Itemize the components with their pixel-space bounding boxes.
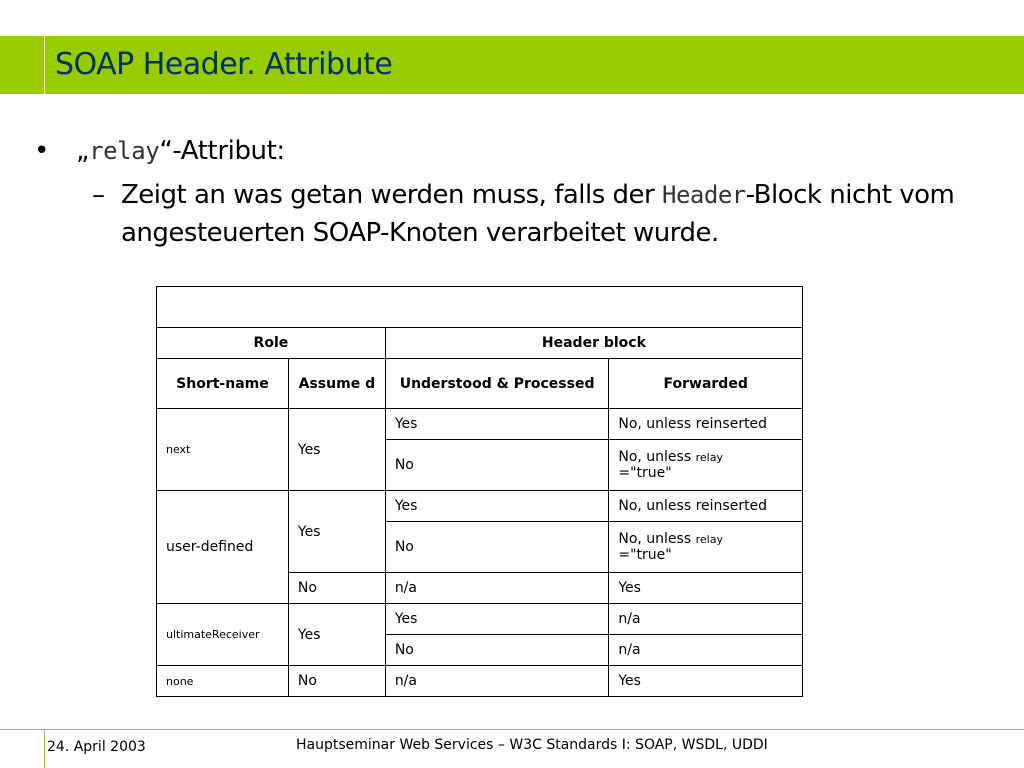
cell-understood: Yes bbox=[385, 604, 609, 635]
header-code: Header bbox=[662, 181, 746, 209]
table-row bbox=[157, 666, 803, 697]
table-caption-cell bbox=[157, 287, 803, 328]
table-row bbox=[157, 491, 803, 522]
col-short-name: Short-name bbox=[157, 359, 289, 409]
slide-title: SOAP Header. Attribute bbox=[55, 47, 393, 82]
sub-bullet-text-after: -Block nicht vom angesteuerten SOAP-Knoten verarbeitet wurde. bbox=[121, 180, 955, 248]
assumed-ultimate-receiver: Yes bbox=[288, 604, 385, 666]
assumed-user-defined-yes: Yes bbox=[288, 491, 385, 573]
role-name-next: next bbox=[157, 409, 289, 491]
col-forwarded: Forwarded bbox=[609, 359, 803, 409]
cell-understood: Yes bbox=[385, 409, 609, 440]
cell-understood: n/a bbox=[385, 666, 609, 697]
roles-table bbox=[156, 286, 803, 697]
table-row bbox=[157, 604, 803, 635]
relay-code: relay bbox=[89, 137, 160, 165]
cell-understood: n/a bbox=[385, 573, 609, 604]
title-bar-divider bbox=[44, 36, 45, 94]
assumed-none: No bbox=[288, 666, 385, 697]
footer-vertical-divider bbox=[44, 729, 45, 768]
assumed-next: Yes bbox=[288, 409, 385, 491]
bullet-dot: • bbox=[34, 136, 49, 166]
cell-understood: Yes bbox=[385, 491, 609, 522]
cell-forwarded bbox=[609, 522, 803, 573]
bullet-relay-rest: “-Attribut: bbox=[159, 136, 285, 166]
assumed-user-defined-no: No bbox=[288, 573, 385, 604]
header-block: Header block bbox=[385, 328, 802, 359]
role-name-user-defined: user-defined bbox=[157, 491, 289, 604]
cell-understood: No bbox=[385, 635, 609, 666]
table-group-header-row bbox=[157, 328, 803, 359]
forwarded-pre: No, unless bbox=[618, 531, 696, 547]
forwarded-code: relay bbox=[695, 451, 723, 464]
col-assumed: Assume d bbox=[288, 359, 385, 409]
cell-forwarded: Yes bbox=[609, 573, 803, 604]
col-understood: Understood & Processed bbox=[385, 359, 609, 409]
sub-bullet-text-before: Zeigt an was getan werden muss, falls der bbox=[121, 180, 663, 210]
forwarded-pre: No, unless bbox=[618, 449, 696, 465]
role-name-none: none bbox=[157, 666, 289, 697]
table-row bbox=[157, 409, 803, 440]
role-name-ultimate-receiver: ultimateReceiver bbox=[157, 604, 289, 666]
sub-bullet-dash: – bbox=[92, 180, 105, 210]
footer-course-title: Hauptseminar Web Services – W3C Standards I: SOAP, WSDL, UDDI bbox=[296, 737, 768, 753]
footer-date: 24. April 2003 bbox=[47, 739, 146, 755]
header-role: Role bbox=[157, 328, 386, 359]
cell-forwarded: n/a bbox=[609, 635, 803, 666]
forwarded-code: relay bbox=[695, 533, 723, 546]
cell-forwarded: n/a bbox=[609, 604, 803, 635]
forwarded-post: ="true" bbox=[618, 547, 672, 563]
bullet-relay-text bbox=[76, 136, 285, 166]
cell-understood: No bbox=[385, 522, 609, 573]
cell-forwarded: Yes bbox=[609, 666, 803, 697]
forwarded-post: ="true" bbox=[618, 465, 672, 481]
sub-bullet-text bbox=[121, 176, 991, 252]
cell-forwarded bbox=[609, 440, 803, 491]
footer-divider bbox=[0, 729, 1024, 730]
table-caption-row bbox=[157, 287, 803, 328]
open-quote: „ bbox=[76, 136, 90, 166]
cell-forwarded: No, unless reinserted bbox=[609, 491, 803, 522]
table-column-header-row bbox=[157, 359, 803, 409]
cell-understood: No bbox=[385, 440, 609, 491]
cell-forwarded: No, unless reinserted bbox=[609, 409, 803, 440]
